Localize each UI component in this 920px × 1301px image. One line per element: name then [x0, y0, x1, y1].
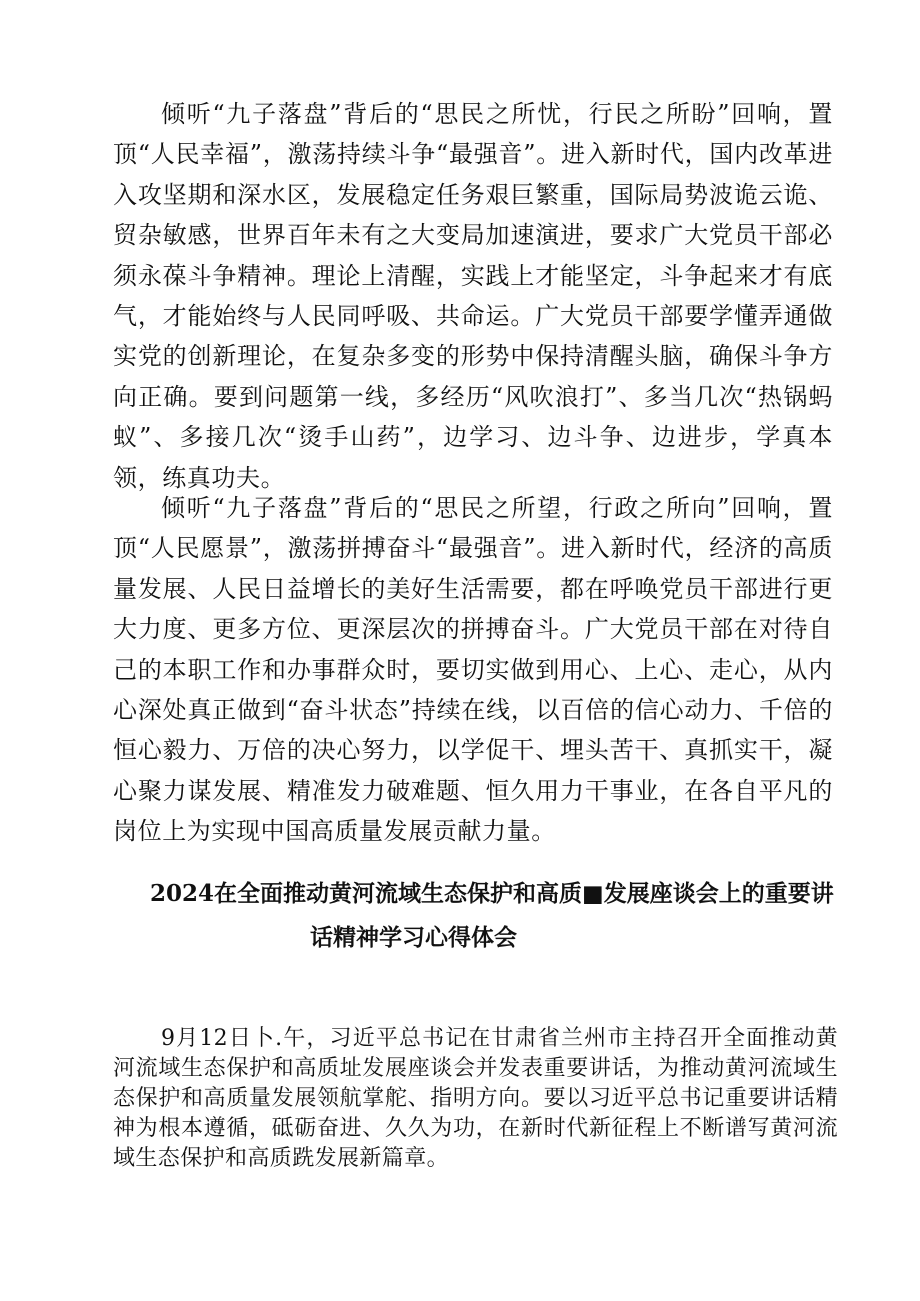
body-paragraph-1: 倾听“九子落盘”背后的“思民之所忧，行民之所盼”回响，置顶“人民幸福”，激荡持续斗争“最强音”。进入新时代，国内改革进入攻坚期和深水区，发展稳定任务艰巨繁重，国际局势波诡云诡、贸杂敏感，世界百年未有之大变局加速演进，要求广大党员干部必须永葆斗争精神。理论上清醒，实践上才能坚定，斗争起来才有底气，才能始终与人民同呼吸、共命运。广大党员干部要学懂弄通做实党的创新理论，在复杂多变的形势中保持清醒头脑，确保斗争方向正确。要到问题第一线，多经历“风吹浪打”、多当几次“热锅蚂蚁”、多接几次“烫手山药”，边学习、边斗争、边进步，学真本领，练真功夫。 — [113, 100, 833, 492]
body-paragraph-2: 倾听“九子落盘”背后的“思民之所望，行政之所向”回响，置顶“人民愿景”，激荡拼搏奋斗“最强音”。进入新时代，经济的高质量发展、人民日益增长的美好生活需要，都在呼唤党员干部进行更大力度、更多方位、更深层次的拼搏奋斗。广大党员干部在对待自己的本职工作和办事群众时，要切实做到用心、上心、走心，从内心深处真正做到“奋斗状态”持续在线，以百倍的信心动力、千倍的恒心毅力、万倍的决心努力，以学促干、埋头苦干、真抓实干，凝心聚力谋发展、精准发力破难题、恒久用力干事业，在各自平凡的岗位上为实现中国高质量发展贡献力量。 — [113, 494, 833, 846]
intro-paragraph: 9月12日卜.午，习近平总书记在甘肃省兰州市主持召开全面推动黄河流域生态保护和高质址发展座谈会并发表重要讲话，为推动黄河流域生态保护和高质量发展领航掌舵、指明方向。要以习近平总书记重要讲话精神为根本遵循，砥砺奋进、久久为功，在新时代新征程上不断谱写黄河流域生态保护和高质跣发展新篇章。 — [113, 1026, 838, 1171]
section-heading-line-1: 2024在全面推动黄河流域生态保护和高质■发展座谈会上的重要讲 — [150, 880, 834, 907]
section-heading — [150, 872, 840, 960]
section-heading-line-2: 话精神学习心得体会 — [310, 924, 517, 951]
